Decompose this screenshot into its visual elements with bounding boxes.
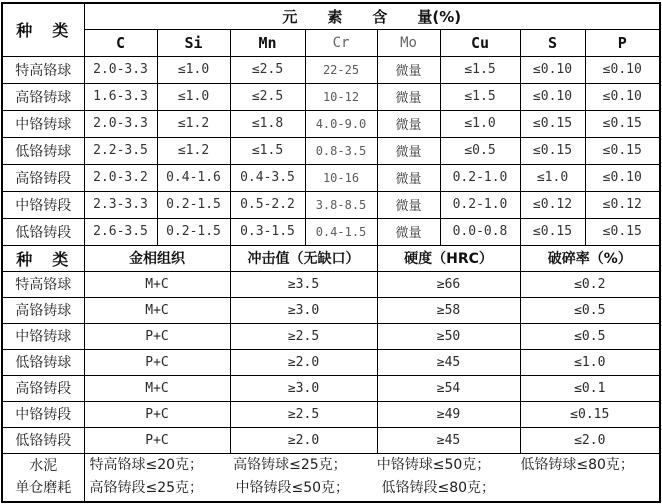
- wear-rate-item: 低铬铸球≤80克；: [520, 457, 634, 474]
- value-cell: 0.8-3.5: [305, 137, 377, 164]
- value-cell: 4.0-9.0: [305, 110, 377, 137]
- value-cell: ≤0.15: [585, 137, 660, 164]
- column-header-hardness: 硬度（HRC）: [377, 245, 520, 271]
- column-header-microstructure: 金相组织: [84, 245, 230, 271]
- kind-column-header-2: 种 类: [2, 245, 84, 271]
- physical-row: [2, 401, 660, 427]
- value-cell: 2.0-3.3: [84, 110, 157, 137]
- value-cell: 2.6-3.5: [84, 218, 157, 245]
- column-header-si: Si: [157, 29, 230, 56]
- element-row: [2, 110, 660, 137]
- value-cell: ≤0.15: [520, 401, 660, 427]
- value-cell: ≥45: [377, 349, 520, 375]
- kind-cell: 低铬铸段: [2, 427, 84, 453]
- value-cell: ≤1.5: [230, 137, 305, 164]
- element-row: [2, 56, 660, 83]
- value-cell: ≤0.10: [520, 56, 585, 83]
- value-cell: ≤0.10: [520, 83, 585, 110]
- wear-rate-line1: [85, 454, 660, 477]
- value-cell: ≤0.10: [585, 83, 660, 110]
- value-cell: ≥49: [377, 401, 520, 427]
- wear-rate-label-line2: 单仓磨耗: [15, 480, 72, 497]
- value-cell: ≤0.15: [585, 218, 660, 245]
- value-cell: ≤0.5: [440, 137, 520, 164]
- physical-row: [2, 271, 660, 297]
- column-header-cu: Cu: [440, 29, 520, 56]
- value-cell: 10-12: [305, 83, 377, 110]
- column-header-cr: Cr: [305, 29, 377, 56]
- value-cell: ≤2.5: [230, 56, 305, 83]
- value-cell: 微量: [377, 83, 440, 110]
- value-cell: 2.3-3.3: [84, 191, 157, 218]
- value-cell: 0.2-1.5: [157, 218, 230, 245]
- value-cell: ≤1.2: [157, 110, 230, 137]
- column-header-mn: Mn: [230, 29, 305, 56]
- value-cell: P+C: [84, 401, 230, 427]
- element-row: [2, 218, 660, 245]
- kind-cell: 高铬铸球: [2, 83, 84, 110]
- value-cell: ≤1.0: [440, 110, 520, 137]
- wear-rate-item: 特高铬球≤20克；: [89, 457, 204, 474]
- value-cell: 2.0-3.3: [84, 56, 157, 83]
- value-cell: 2.2-3.5: [84, 137, 157, 164]
- kind-cell: 低铬铸段: [2, 218, 84, 245]
- wear-rate-label: [2, 453, 84, 502]
- value-cell: ≥2.5: [230, 401, 377, 427]
- kind-cell: 中铬铸段: [2, 191, 84, 218]
- value-cell: ≤0.10: [585, 56, 660, 83]
- physical-row: [2, 427, 660, 453]
- value-cell: 微量: [377, 137, 440, 164]
- element-columns-row: [2, 29, 660, 56]
- value-cell: ≤0.12: [585, 191, 660, 218]
- kind-cell: 中铬铸段: [2, 401, 84, 427]
- kind-cell: 高铬铸段: [2, 375, 84, 401]
- value-cell: ≥2.5: [230, 323, 377, 349]
- kind-cell: 低铬铸球: [2, 137, 84, 164]
- value-cell: 3.8-8.5: [305, 191, 377, 218]
- value-cell: 0.5-2.2: [230, 191, 305, 218]
- value-cell: 微量: [377, 191, 440, 218]
- wear-rate-line2: [85, 477, 660, 500]
- value-cell: ≤0.1: [520, 375, 660, 401]
- value-cell: 微量: [377, 164, 440, 191]
- kind-cell: 低铬铸球: [2, 349, 84, 375]
- value-cell: ≤0.12: [520, 191, 585, 218]
- element-row: [2, 137, 660, 164]
- element-row: [2, 164, 660, 191]
- kind-cell: 特高铬球: [2, 271, 84, 297]
- kind-cell: 中铬铸球: [2, 323, 84, 349]
- value-cell: ≤1.8: [230, 110, 305, 137]
- value-cell: 微量: [377, 56, 440, 83]
- value-cell: ≤0.5: [520, 323, 660, 349]
- value-cell: ≤0.15: [520, 137, 585, 164]
- physical-row: [2, 297, 660, 323]
- value-cell: 1.6-3.3: [84, 83, 157, 110]
- value-cell: 0.4-1.6: [157, 164, 230, 191]
- value-cell: ≤1.0: [157, 83, 230, 110]
- element-row: [2, 83, 660, 110]
- column-header-c: C: [84, 29, 157, 56]
- column-header-p: P: [585, 29, 660, 56]
- value-cell: ≥3.0: [230, 297, 377, 323]
- value-cell: ≥3.5: [230, 271, 377, 297]
- value-cell: 微量: [377, 110, 440, 137]
- value-cell: ≤1.0: [157, 56, 230, 83]
- value-cell: ≥54: [377, 375, 520, 401]
- value-cell: ≤1.5: [440, 56, 520, 83]
- spec-table-body: [2, 3, 660, 502]
- value-cell: ≤1.0: [520, 164, 585, 191]
- wear-rate-item: 低铬铸段≤80克；: [381, 480, 496, 497]
- value-cell: 0.4-3.5: [230, 164, 305, 191]
- value-cell: P+C: [84, 349, 230, 375]
- value-cell: ≤2.5: [230, 83, 305, 110]
- physical-row: [2, 349, 660, 375]
- value-cell: M+C: [84, 297, 230, 323]
- value-cell: ≥66: [377, 271, 520, 297]
- kind-cell: 特高铬球: [2, 56, 84, 83]
- value-cell: ≥3.0: [230, 375, 377, 401]
- wear-rate-label-line1: 水泥: [29, 458, 58, 475]
- value-cell: 0.2-1.5: [157, 191, 230, 218]
- value-cell: ≤0.10: [585, 164, 660, 191]
- value-cell: 0.2-1.0: [440, 191, 520, 218]
- value-cell: ≤0.2: [520, 271, 660, 297]
- value-cell: ≤1.5: [440, 83, 520, 110]
- column-header-s: S: [520, 29, 585, 56]
- value-cell: 0.0-0.8: [440, 218, 520, 245]
- element-group-header-row: [2, 3, 660, 29]
- value-cell: 0.3-1.5: [230, 218, 305, 245]
- value-cell: ≥45: [377, 427, 520, 453]
- value-cell: 22-25: [305, 56, 377, 83]
- value-cell: ≤1.2: [157, 137, 230, 164]
- value-cell: P+C: [84, 323, 230, 349]
- wear-rate-content: [84, 453, 660, 502]
- element-row: [2, 191, 660, 218]
- value-cell: 微量: [377, 218, 440, 245]
- value-cell: ≥2.0: [230, 427, 377, 453]
- value-cell: ≤0.15: [585, 110, 660, 137]
- value-cell: M+C: [84, 271, 230, 297]
- wear-rate-item: 中铬铸球≤50克；: [376, 457, 491, 474]
- wear-rate-item: 中铬铸段≤50克；: [235, 480, 350, 497]
- wear-rate-item: 高铬铸段≤25克；: [89, 480, 204, 497]
- value-cell: ≥2.0: [230, 349, 377, 375]
- value-cell: 0.2-1.0: [440, 164, 520, 191]
- value-cell: ≥50: [377, 323, 520, 349]
- column-header-impact-value: 冲击值（无缺口）: [230, 245, 377, 271]
- value-cell: ≤2.0: [520, 427, 660, 453]
- spec-table: [1, 2, 661, 503]
- kind-column-header: 种 类: [2, 3, 84, 56]
- physical-row: [2, 323, 660, 349]
- value-cell: ≥58: [377, 297, 520, 323]
- column-header-mo: Mo: [377, 29, 440, 56]
- wear-rate-row: [2, 453, 660, 502]
- value-cell: 2.0-3.2: [84, 164, 157, 191]
- value-cell: ≤0.5: [520, 297, 660, 323]
- physical-header-row: [2, 245, 660, 271]
- kind-cell: 中铬铸球: [2, 110, 84, 137]
- element-content-group-header: 元 素 含 量(%): [84, 3, 660, 29]
- value-cell: ≤0.15: [520, 110, 585, 137]
- value-cell: ≤0.15: [520, 218, 585, 245]
- column-header-breakage-rate: 破碎率（%）: [520, 245, 660, 271]
- value-cell: M+C: [84, 375, 230, 401]
- value-cell: P+C: [84, 427, 230, 453]
- value-cell: 10-16: [305, 164, 377, 191]
- kind-cell: 高铬铸段: [2, 164, 84, 191]
- value-cell: 0.4-1.5: [305, 218, 377, 245]
- kind-cell: 高铬铸球: [2, 297, 84, 323]
- physical-row: [2, 375, 660, 401]
- wear-rate-item: 高铬铸球≤25克；: [233, 457, 347, 474]
- value-cell: ≤1.0: [520, 349, 660, 375]
